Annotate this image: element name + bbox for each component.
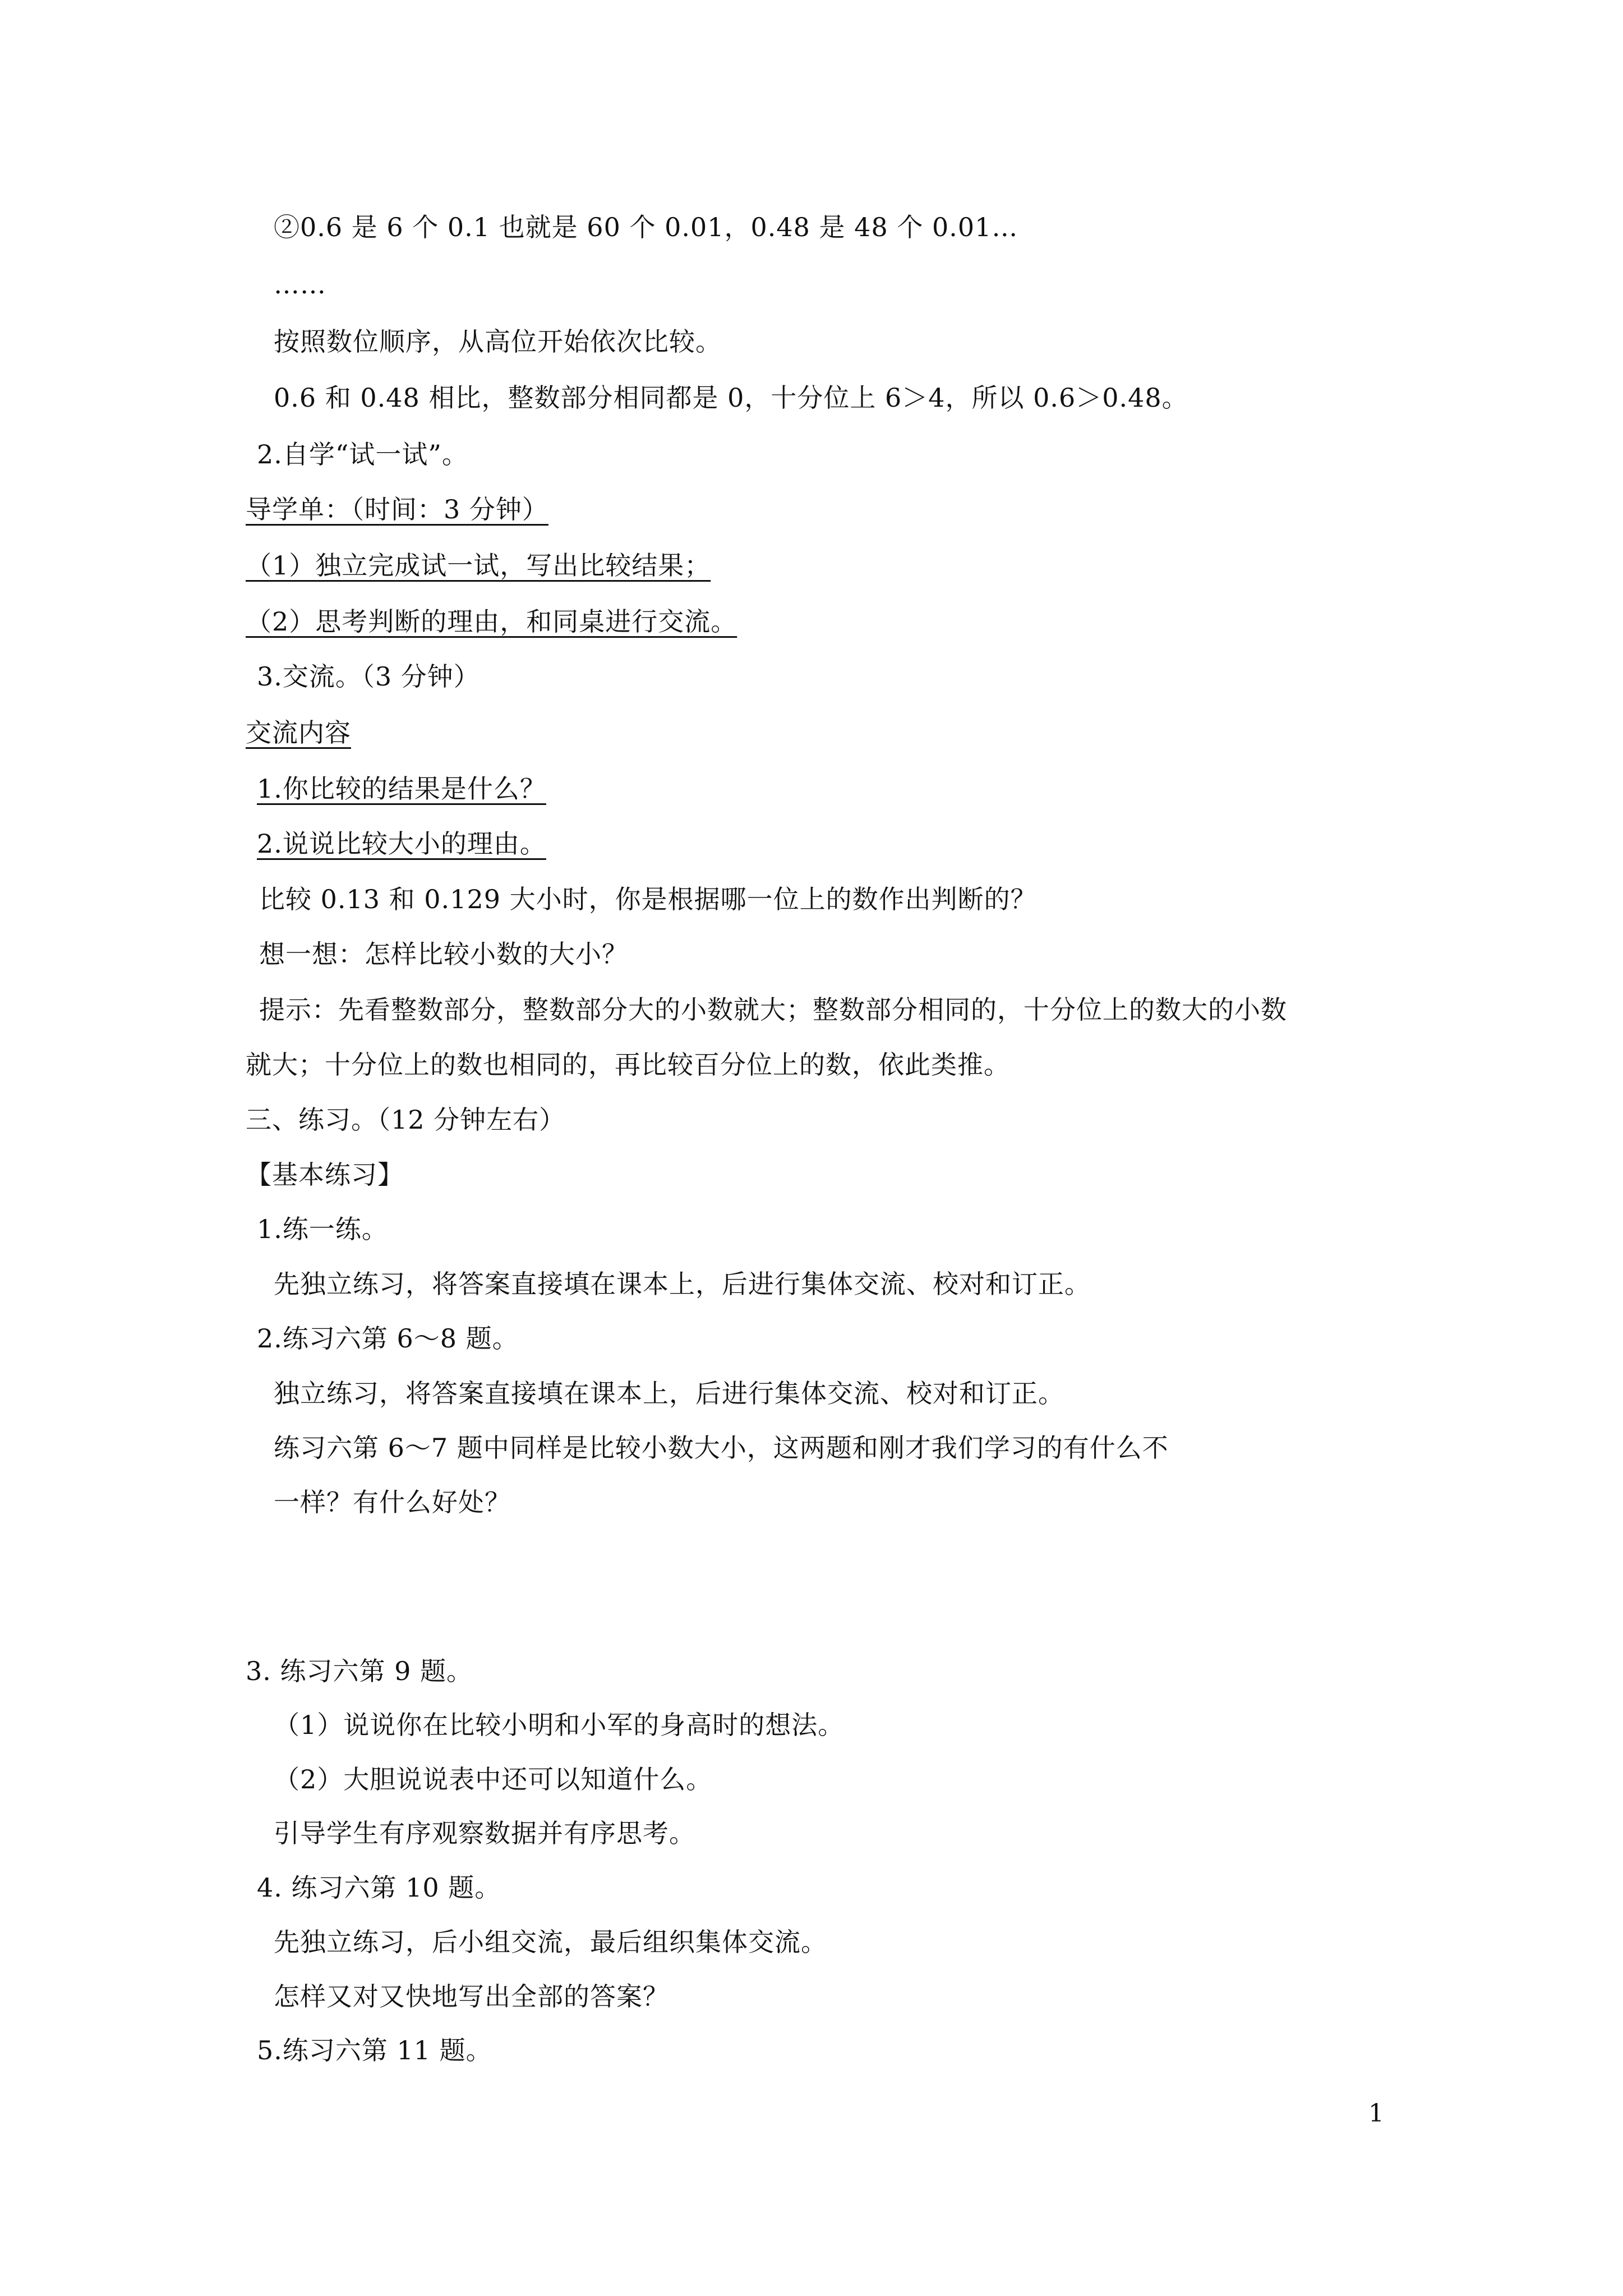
text-line: 4. 练习六第 10 题。 <box>257 1872 501 1903</box>
text-line: 1.练一练。 <box>257 1214 388 1244</box>
text-line: 想一想：怎样比较小数的大小？ <box>259 939 628 969</box>
worksheet-item: （2）思考判断的理由，和同桌进行交流。 <box>246 606 737 637</box>
text-line: 比较 0.13 和 0.129 大小时，你是根据哪一位上的数作出判断的？ <box>259 884 1037 914</box>
text-line: 先独立练习，后小组交流，最后组织集体交流。 <box>274 1927 827 1957</box>
text-line: 独立练习，将答案直接填在课本上，后进行集体交流、校对和订正。 <box>274 1378 1064 1409</box>
section-heading: 三、练习。（12 分钟左右） <box>246 1105 566 1135</box>
text-line: 先独立练习，将答案直接填在课本上，后进行集体交流、校对和订正。 <box>274 1269 1091 1299</box>
page-number: 1 <box>1368 2099 1384 2128</box>
worksheet-heading: 导学单：（时间：3 分钟） <box>246 494 548 524</box>
text-line: 3.交流。（3 分钟） <box>257 661 480 692</box>
text-line: 按照数位顺序，从高位开始依次比较。 <box>274 326 722 357</box>
discussion-heading: 交流内容 <box>246 717 351 748</box>
discussion-item: 2.说说比较大小的理由。 <box>257 829 546 859</box>
discussion-item: 1.你比较的结果是什么？ <box>257 774 546 804</box>
text-line: 怎样又对又快地写出全部的答案？ <box>274 1981 669 2012</box>
worksheet-item: （1）独立完成试一试，写出比较结果； <box>246 550 711 581</box>
text-line: 引导学生有序观察数据并有序思考。 <box>274 1818 695 1848</box>
text-line: （2）大胆说说表中还可以知道什么。 <box>274 1764 713 1795</box>
text-line: 3. 练习六第 9 题。 <box>246 1656 473 1686</box>
text-line: 就大；十分位上的数也相同的，再比较百分位上的数，依此类推。 <box>246 1050 1010 1080</box>
text-line: 练习六第 6～7 题中同样是比较小数大小，这两题和刚才我们学习的有什么不 <box>274 1433 1169 1463</box>
text-line: 0.6 和 0.48 相比，整数部分相同都是 0，十分位上 6＞4，所以 0.6＞0.48。 <box>274 383 1188 413</box>
text-line: …… <box>274 269 326 300</box>
text-line: 5.练习六第 11 题。 <box>257 2035 492 2065</box>
subsection-heading: 【基本练习】 <box>246 1159 404 1190</box>
text-line: 提示：先看整数部分，整数部分大的小数就大；整数部分相同的，十分位上的数大的小数 <box>259 995 1287 1025</box>
text-line: 2.练习六第 6～8 题。 <box>257 1323 519 1354</box>
text-line: 一样？有什么好处？ <box>274 1487 511 1517</box>
text-line: 2.自学“试一试”。 <box>257 439 468 470</box>
text-line: （1）说说你在比较小明和小军的身高时的想法。 <box>274 1710 845 1740</box>
text-line: ②0.6 是 6 个 0.1 也就是 60 个 0.01，0.48 是 48 个 0.01… <box>274 212 1018 242</box>
